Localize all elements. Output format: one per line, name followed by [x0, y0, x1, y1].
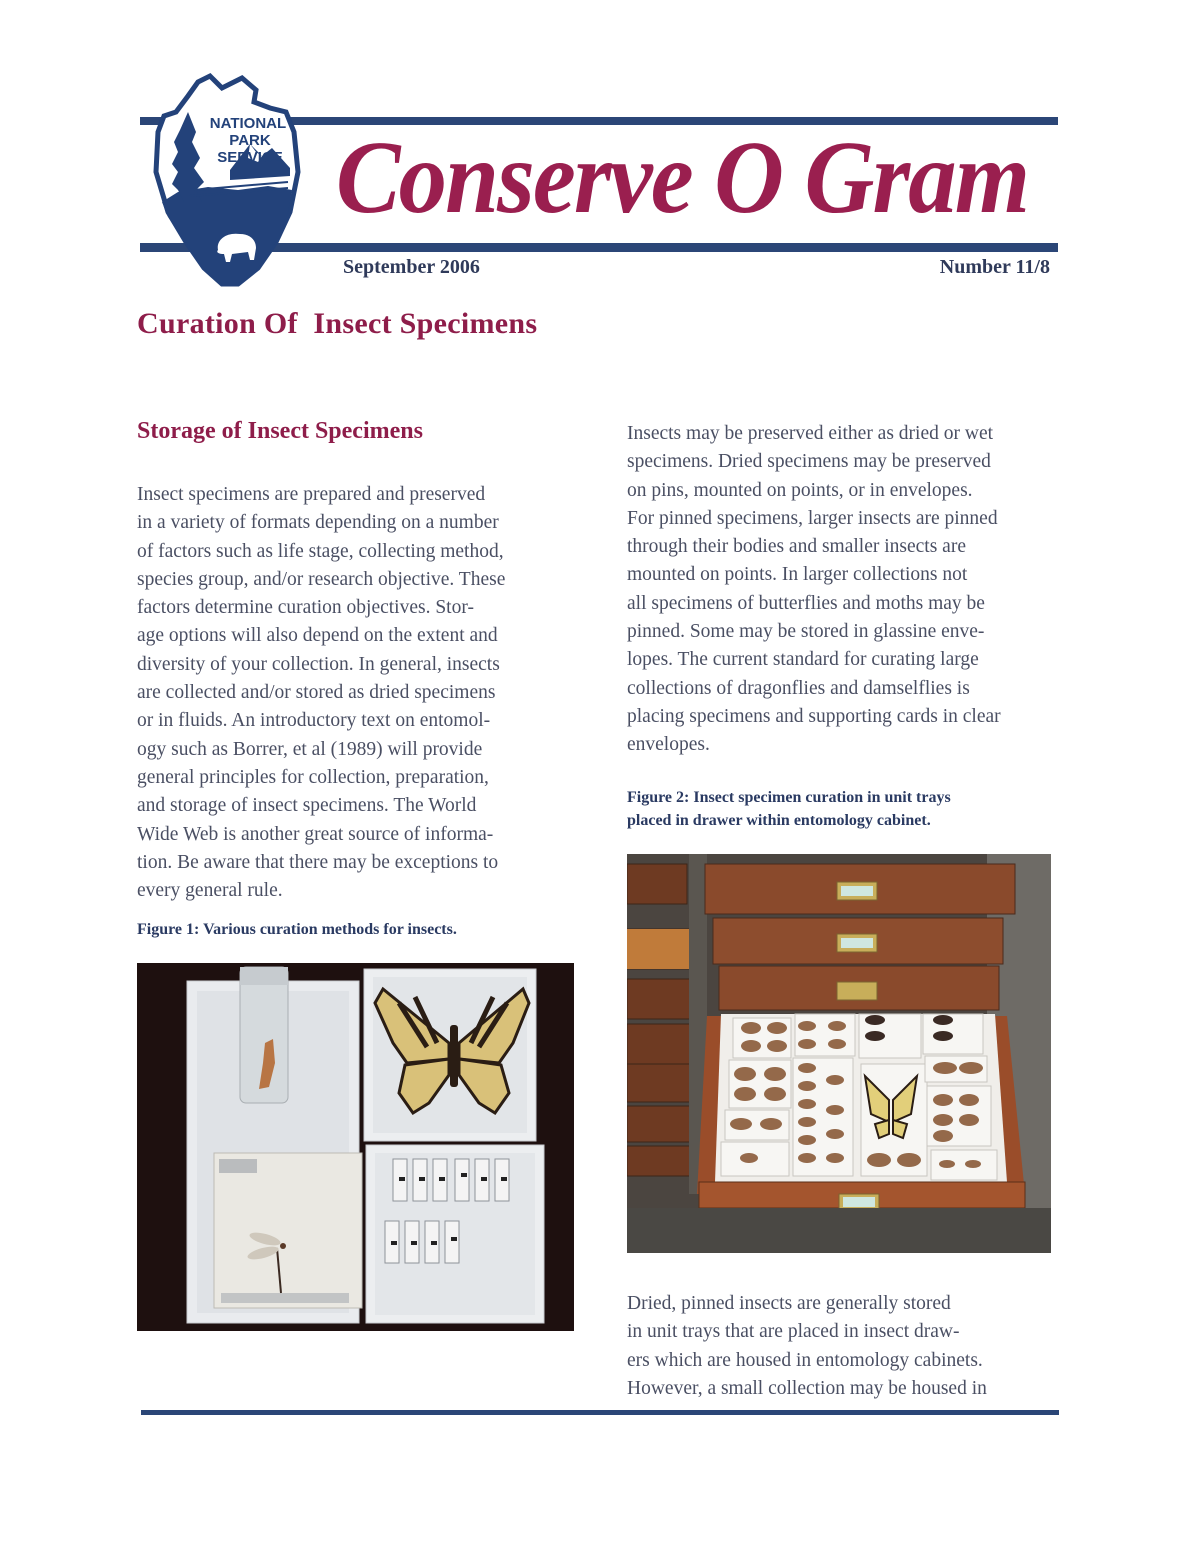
svg-text:NATIONAL: NATIONAL	[209, 115, 287, 132]
figure-1-image	[137, 963, 574, 1331]
issue-number: Number 11/8	[939, 256, 1050, 278]
right-column-paragraph-1: Insects may be preserved either as dried or wet specimens. Dried specimens may be preserved on pins, mounted on points, or in envelopes. For pinned specimens, larger insects are pinned through their bodies and smaller insects are mounted on points. In larger collections not all specimens of butterflies and moths may be pinned. Some may be stored in glassine enve- lopes. The current standard for curating large collections of dragonflies and damselflies is placing specimens and supporting cards in clear envelopes.	[627, 423, 1001, 756]
figure-1-caption: Figure 1: Various curation methods for insects.	[137, 921, 457, 938]
figure-2-image	[627, 854, 1051, 1253]
svg-text:SERVICE: SERVICE	[217, 149, 283, 166]
section-heading: Storage of Insect Specimens	[137, 418, 423, 444]
svg-text:PARK: PARK	[229, 132, 271, 149]
left-column-paragraph: Insect specimens are prepared and preserved in a variety of formats depending on a number of factors such as life stage, collecting method, species group, and/or research objective. These factors determine curation objectives. Stor- age options will also depend on the extent and diversity of your collection. In general, insects are collected and/or stored as dried specimens or in fluids. An introductory text on entomol- ogy such as Borrer, et al (1989) will provide general principles for collection, preparation, and storage of insect specimens. The World Wide Web is another great source of informa- tion. Be aware that there may be exceptions to every general rule.	[137, 484, 506, 902]
nps-arrowhead-logo-icon	[138, 72, 318, 288]
right-column-paragraph-2: Dried, pinned insects are generally stored in unit trays that are placed in insect draw- ers which are housed in entomology cabinets. However, a small collection may be housed in	[627, 1293, 987, 1399]
footer-rule	[141, 1410, 1059, 1415]
figure-2-caption: Figure 2: Insect specimen curation in unit trays placed in drawer within entomology cabinet.	[627, 789, 951, 829]
article-title: Curation Of Insect Specimens	[137, 307, 538, 340]
issue-date: September 2006	[343, 256, 480, 278]
publication-title: Conserve O Gram	[336, 120, 1029, 235]
